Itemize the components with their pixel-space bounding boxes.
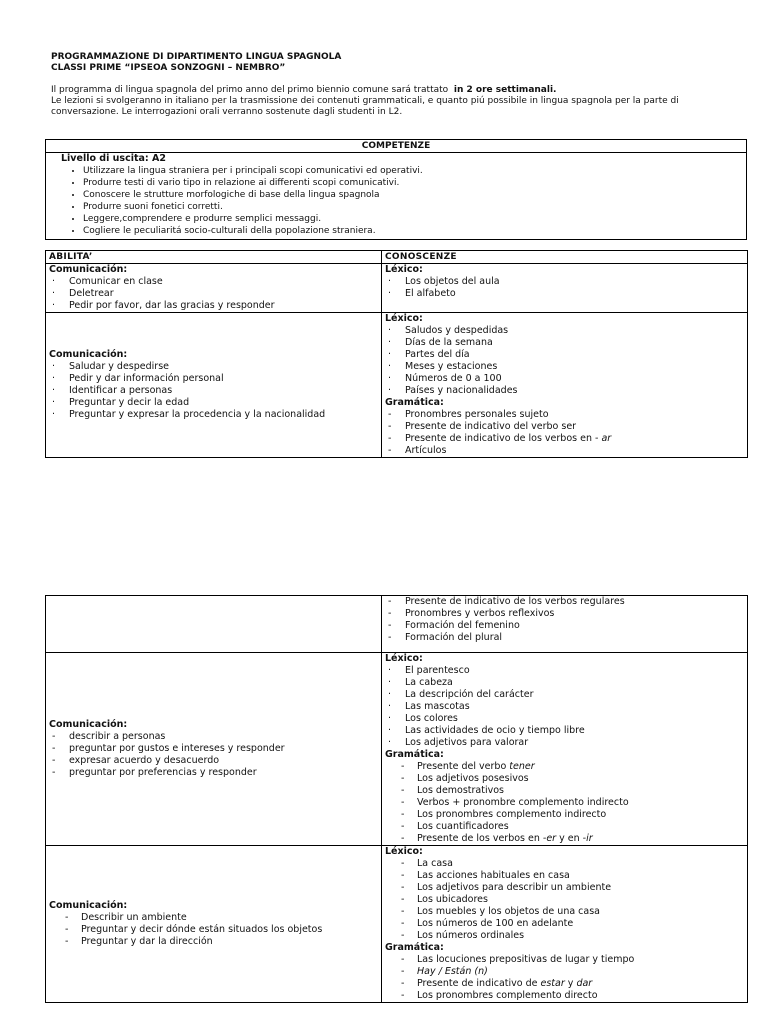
abilita-cell: Comunicación: · Saludar y despedirse · Pedir y dar información personal · Identificar a personas · Preguntar y decir la edad · Preguntar y expresar la procedencia y la nacionalidad [46,313,382,458]
list-item: · Los objetos del aula [385,276,744,288]
intro-text [51,85,731,118]
list-item: · El parentesco [385,665,744,677]
list-item: · Los adjetivos para valorar [385,737,744,749]
intro-paragraph-2: Le lezioni si svolgeranno in italiano per la trasmissione dei contenuti grammaticali, e quanto piú possibile in lingua spagnola per la parte di conversazione. Le interrogazioni orali verranno sostenute dagli studenti in L2. [51,96,679,117]
list-item: · Meses y estaciones [385,361,744,373]
list-item: · Deletrear [49,288,378,300]
list-item: · El alfabeto [385,288,744,300]
abilita-cell: Comunicación: - Describir un ambiente - Preguntar y decir dónde están situados los objetos - Preguntar y dar la dirección [46,846,382,1003]
list-item: · Preguntar y expresar la procedencia y la nacionalidad [49,409,378,421]
list-item: - Los números ordinales [385,930,744,942]
level-label: Livello di uscita: A2 [61,153,166,164]
list-item: · La descripción del carácter [385,689,744,701]
conoscenze-cell: Léxico: · Saludos y despedidas · Días de la semana · Partes del día · Meses y estaciones · Números de 0 a 100 · Países y nacionalidades Gramática: - Pronombres personales sujeto - Presente de indicativo del verbo ser - Presente de indicativo de los verbos en - ar - Artículos [382,313,748,458]
abilita-conoscenze-table [45,250,748,458]
list-item: · Los colores [385,713,744,725]
list-item: - Presente del verbo tener [385,761,744,773]
abilita-cell [46,596,382,653]
list-item: - Pronombres personales sujeto [385,409,744,421]
list-item: - Las locuciones prepositivas de lugar y tiempo [385,954,744,966]
document-title [51,52,341,74]
list-item: · Saludar y despedirse [49,361,378,373]
list-item: · Comunicar en clase [49,276,378,288]
conoscenze-cell: Léxico: · Los objetos del aula · El alfabeto [382,264,748,313]
list-item: - Artículos [385,445,744,457]
competenze-body [46,153,747,240]
list-item: - preguntar por preferencias y responder [49,767,378,779]
list-item: • Conoscere le strutture morfologiche di base della lingua spagnola [83,189,743,201]
title-line-2: CLASSI PRIME “IPSEOA SONZOGNI – NEMBRO” [51,63,286,73]
list-item: - Presente de los verbos en -er y en -ir [385,833,744,845]
list-item: - Preguntar y dar la dirección [49,936,378,948]
table-row [46,264,748,313]
list-item: · Saludos y despedidas [385,325,744,337]
list-item: · Pedir por favor, dar las gracias y responder [49,300,378,312]
list-item: - Presente de indicativo de estar y dar [385,978,744,990]
table-row [46,846,748,1003]
list-item: - Pronombres y verbos reflexivos [385,608,744,620]
column-header-abilita: ABILITA’ [46,251,382,264]
list-item: - Formación del plural [385,632,744,644]
competenze-list [49,165,743,237]
list-item: · Pedir y dar información personal [49,373,378,385]
list-item: · Días de la semana [385,337,744,349]
list-item: - expresar acuerdo y desacuerdo [49,755,378,767]
table-row [46,596,748,653]
list-item: - Preguntar y decir dónde están situados los objetos [49,924,378,936]
list-item: - Los adjetivos posesivos [385,773,744,785]
list-item: - Los ubicadores [385,894,744,906]
list-item: · Preguntar y decir la edad [49,397,378,409]
list-item: • Cogliere le peculiaritá socio-culturali della popolazione straniera. [83,225,743,237]
list-item: - Formación del femenino [385,620,744,632]
list-item: - Describir un ambiente [49,912,378,924]
list-item: · La cabeza [385,677,744,689]
list-item: - Los muebles y los objetos de una casa [385,906,744,918]
list-item: - Los números de 100 en adelante [385,918,744,930]
table-row [46,653,748,846]
list-item: • Utilizzare la lingua straniera per i principali scopi comunicativi ed operativi. [83,165,743,177]
list-item: • Produrre suoni fonetici corretti. [83,201,743,213]
list-item: - Hay / Están (n) [385,966,744,978]
conoscenze-cell: Léxico: - La casa - Las acciones habituales en casa - Los adjetivos para describir un ambiente - Los ubicadores - Los muebles y los objetos de una casa - Los números de 100 en adelante - Los números ordinales Gramática: - Las locuciones prepositivas de lugar y tiempo - Hay / Están (n) - Presente de indicativo de estar y dar - Los pronombres complemento directo [382,846,748,1003]
list-item: · Las mascotas [385,701,744,713]
conoscenze-cell [382,596,748,653]
list-item: - Presente de indicativo de los verbos regulares [385,596,744,608]
list-item: - Los cuantificadores [385,821,744,833]
title-line-1: PROGRAMMAZIONE DI DIPARTIMENTO LINGUA SPAGNOLA [51,52,342,62]
column-header-conoscenze: CONOSCENZE [382,251,748,264]
list-item: · Números de 0 a 100 [385,373,744,385]
list-item: - Los pronombres complemento directo [385,990,744,1002]
list-item: - La casa [385,858,744,870]
list-item: - Los demostrativos [385,785,744,797]
abilita-cell: Comunicación: - describir a personas - preguntar por gustos e intereses y responder - expresar acuerdo y desacuerdo - preguntar por preferencias y responder [46,653,382,846]
list-item: - Presente de indicativo del verbo ser [385,421,744,433]
list-item: · Países y nacionalidades [385,385,744,397]
list-item: • Leggere,comprendere e produrre semplici messaggi. [83,213,743,225]
list-item: • Produrre testi di vario tipo in relazione ai differenti scopi comunicativi. [83,177,743,189]
competenze-table [45,139,747,240]
list-item: - Las acciones habituales en casa [385,870,744,882]
list-item: - preguntar por gustos e intereses y responder [49,743,378,755]
competenze-header: COMPETENZE [46,140,747,153]
abilita-cell: Comunicación: · Comunicar en clase · Deletrear · Pedir por favor, dar las gracias y responder [46,264,382,313]
table-row [46,313,748,458]
list-item: · Las actividades de ocio y tiempo libre [385,725,744,737]
list-item: - describir a personas [49,731,378,743]
conoscenze-cell: Léxico: · El parentesco · La cabeza · La descripción del carácter · Las mascotas · Los colores · Las actividades de ocio y tiempo libre · Los adjetivos para valorar Gramática: - Presente del verbo tener - Los adjetivos posesivos - Los demostrativos - Verbos + pronombre complemento indirecto - Los pronombres complemento indirecto - Los cuantificadores - Presente de los verbos en -er y en -ir [382,653,748,846]
list-item: - Los adjetivos para describir un ambiente [385,882,744,894]
list-item: - Los pronombres complemento indirecto [385,809,744,821]
list-item: · Identificar a personas [49,385,378,397]
list-item: - Presente de indicativo de los verbos en - ar [385,433,744,445]
list-item: - Verbos + pronombre complemento indirecto [385,797,744,809]
continuation-table [45,595,748,1003]
intro-paragraph-1: Il programma di lingua spagnola del primo anno del primo biennio comune sará trattato in 2 ore settimanali. [51,85,557,95]
list-item: · Partes del día [385,349,744,361]
